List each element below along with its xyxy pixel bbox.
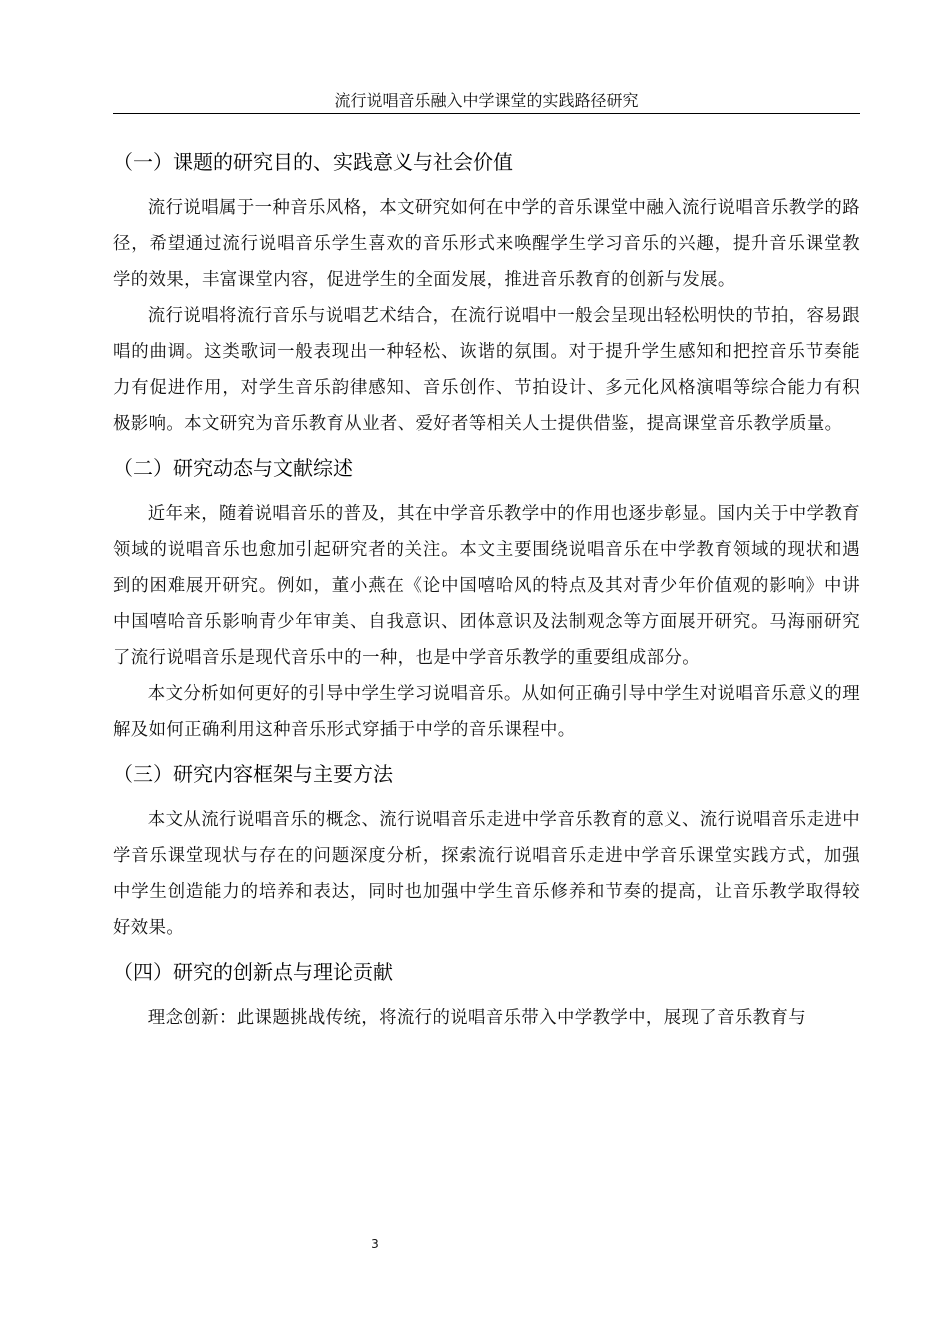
section-3-paragraph-1: 本文从流行说唱音乐的概念、流行说唱音乐走进中学音乐教育的意义、流行说唱音乐走进中学音乐课堂现状与存在的问题深度分析，探索流行说唱音乐走进中学音乐课堂实践方式，加强中学生创造能力的培养和表达，同时也加强中学生音乐修养和节奏的提高，让音乐教学取得较好效果。 <box>113 810 860 938</box>
section-heading-2: （二）研究动态与文献综述 <box>113 456 353 480</box>
section-heading-4: （四）研究的创新点与理论贡献 <box>113 960 393 984</box>
section-4-paragraph-1: 理念创新：此课题挑战传统，将流行的说唱音乐带入中学教学中，展现了音乐教育与 <box>147 1008 807 1028</box>
main-content <box>113 140 860 1036</box>
section-2-paragraph-2: 本文分析如何更好的引导中学生学习说唱音乐。从如何正确引导中学生对说唱音乐意义的理解及如何正确利用这种音乐形式穿插于中学的音乐课程中。 <box>113 684 860 740</box>
section-1-paragraph-1: 流行说唱属于一种音乐风格，本文研究如何在中学的音乐课堂中融入流行说唱音乐教学的路径，希望通过流行说唱音乐学生喜欢的音乐形式来唤醒学生学习音乐的兴趣，提升音乐课堂教学的效果，丰富课堂内容，促进学生的全面发展，推进音乐教育的创新与发展。 <box>113 198 860 290</box>
section-2-paragraph-1: 近年来，随着说唱音乐的普及，其在中学音乐教学中的作用也逐步彰显。国内关于中学教育领域的说唱音乐也愈加引起研究者的关注。本文主要围绕说唱音乐在中学教育领域的现状和遇到的困难展开研究。例如，董小燕在《论中国嘻哈风的特点及其对青少年价值观的影响》中讲中国嘻哈音乐影响青少年审美、自我意识、团体意识及法制观念等方面展开研究。马海丽研究了流行说唱音乐是现代音乐中的一种，也是中学音乐教学的重要组成部分。 <box>113 504 860 668</box>
section-heading-3: （三）研究内容框架与主要方法 <box>113 762 393 786</box>
section-heading-1: （一）课题的研究目的、实践意义与社会价值 <box>113 150 513 174</box>
running-header-title: 流行说唱音乐融入中学课堂的实践路径研究 <box>334 91 639 110</box>
section-1-paragraph-2: 流行说唱将流行音乐与说唱艺术结合，在流行说唱中一般会呈现出轻松明快的节拍，容易跟唱的曲调。这类歌词一般表现出一种轻松、诙谐的氛围。对于提升学生感知和把控音乐节奏能力有促进作用，对学生音乐韵律感知、音乐创作、节拍设计、多元化风格演唱等综合能力有积极影响。本文研究为音乐教育从业者、爱好者等相关人士提供借鉴，提高课堂音乐教学质量。 <box>113 306 860 434</box>
header-rule <box>113 113 860 114</box>
page-number: 3 <box>371 1237 379 1251</box>
